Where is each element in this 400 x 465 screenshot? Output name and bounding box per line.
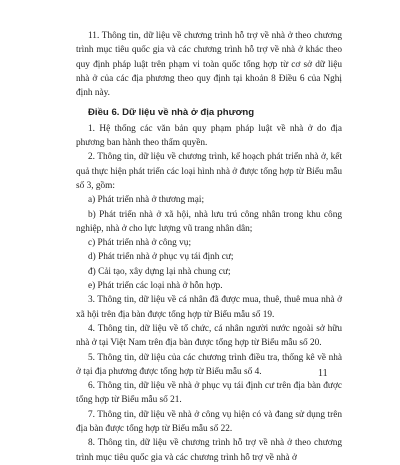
paragraph-point-e: e) Phát triển các loại nhà ở hỗn hợp.	[88, 281, 223, 292]
paragraph-clause-1: 1. Hệ thống các văn bản quy phạm pháp luật về nhà ở do địa phương ban hành theo thẩm quyền.	[76, 123, 342, 149]
paragraph-clause-8: 8. Thông tin, dữ liệu về chương trình hỗ trợ về nhà ở theo chương trình mục tiêu quốc gia và các chương trình hỗ trợ về nhà ở	[76, 438, 342, 463]
paragraph-item-11: 11. Thông tin, dữ liệu về chương trình hỗ trợ về nhà ở theo chương trình mục tiêu quốc gia và các chương trình hỗ trợ về nhà ở khác theo quy định pháp luật trên phạm vi toàn quốc tổng hợp từ cơ sở dữ liệu nhà ở của các địa phương theo quy định tại khoản 8 Điều 6 của Nghị định này.	[76, 31, 342, 99]
page-number: 11	[318, 368, 328, 379]
paragraph-point-c: c) Phát triển nhà ở công vụ;	[88, 238, 192, 249]
paragraph-clause-2: 2. Thông tin, dữ liệu về chương trình, kế hoạch phát triển nhà ở, kết quả thực hiện phát triển các loại hình nhà ở được tổng hợp từ Biểu mẫu số 3, gồm:	[76, 152, 342, 191]
paragraph-clause-3: 3. Thông tin, dữ liệu về cá nhân đã được mua, thuê, thuê mua nhà ở xã hội trên địa bàn được tổng hợp từ Biểu mẫu số 19.	[76, 295, 342, 320]
paragraph-point-d: d) Phát triển nhà ở phục vụ tái định cư;	[88, 252, 234, 263]
paragraph-clause-5: 5. Thông tin, dữ liệu của các chương trình điều tra, thống kê về nhà ở tại địa phương được tổng hợp từ Biểu mẫu số 4.	[76, 352, 342, 377]
paragraph-clause-6: 6. Thông tin, dữ liệu về nhà ở phục vụ tái định cư trên địa bàn được tổng hợp từ Biểu mẫu số 21.	[76, 381, 342, 406]
paragraph-point-dd: đ) Cải tạo, xây dựng lại nhà chung cư;	[88, 266, 231, 277]
paragraph-clause-7: 7. Thông tin, dữ liệu về nhà ở công vụ hiện có và đang sử dụng trên địa bàn được tổng hợp từ Biểu mẫu số 22.	[76, 409, 342, 435]
article-heading: Điều 6. Dữ liệu về nhà ở địa phương	[88, 107, 255, 119]
paragraph-clause-4: 4. Thông tin, dữ liệu về tổ chức, cá nhân người nước ngoài sở hữu nhà ở tại Việt Nam trên địa bàn được tổng hợp từ Biểu mẫu số 20.	[76, 323, 342, 349]
paragraph-point-a: a) Phát triển nhà ở thương mại;	[88, 195, 205, 206]
paragraph-point-b: b) Phát triển nhà ở xã hội, nhà lưu trú công nhân trong khu công nghiệp, nhà ở cho lực lượng vũ trang nhân dân;	[76, 209, 342, 234]
